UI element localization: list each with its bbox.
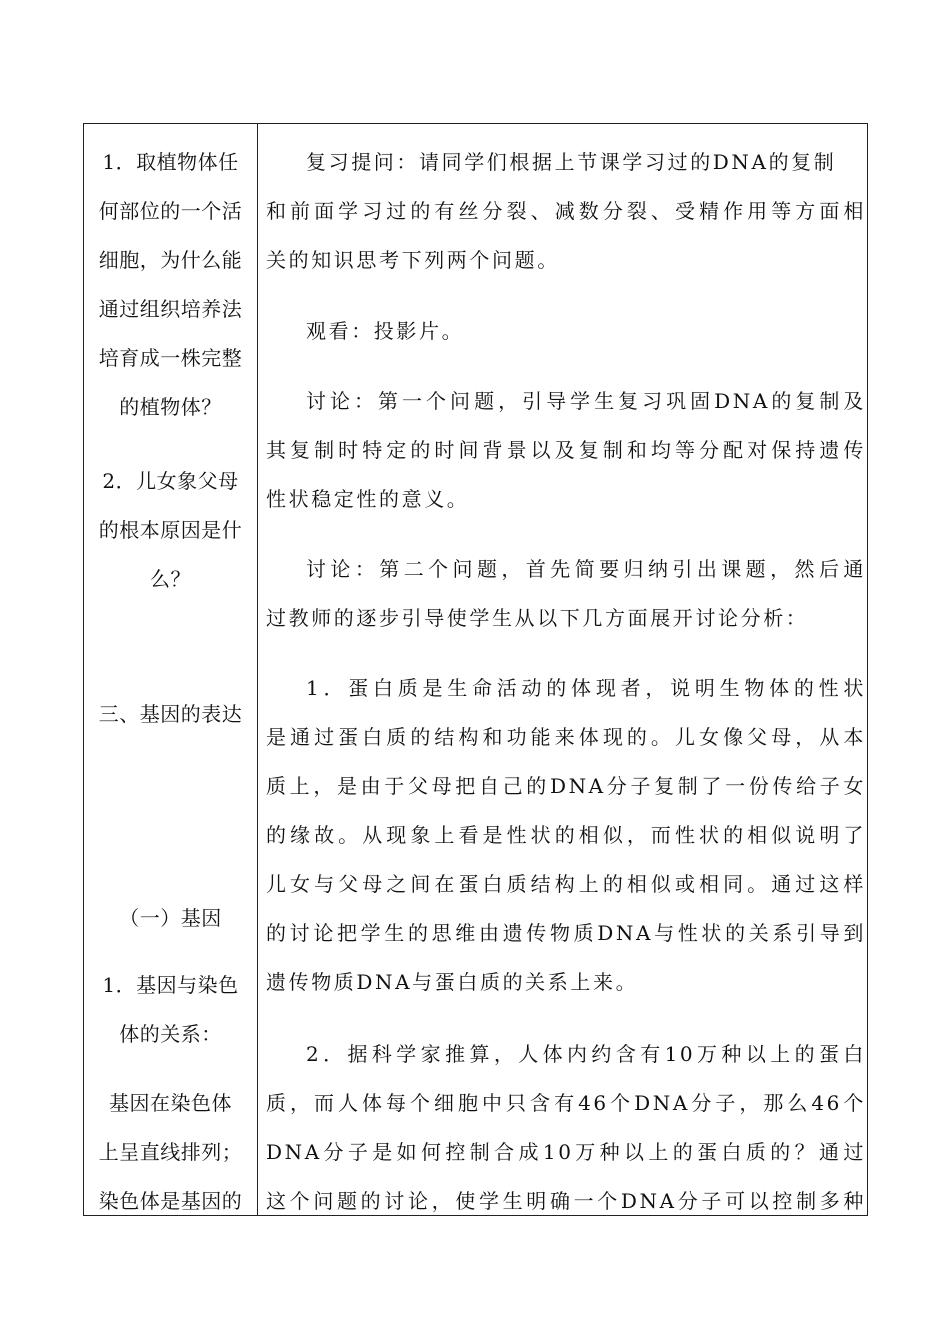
- section-title: 三、基因的表达: [98, 702, 243, 726]
- q1-line: 1．取植物体任: [102, 150, 239, 174]
- watch-line: 观看：投影片。: [306, 319, 465, 343]
- q1-line: 通过组织培养法: [98, 297, 243, 321]
- review-line: 和前面学习过的有丝分裂、减数分裂、受精作用等方面相: [266, 199, 866, 223]
- point1-line: 遗传物质DNA与蛋白质的关系上来。: [266, 970, 639, 994]
- item1-body-line: 上呈直线排列；: [98, 1140, 243, 1164]
- item1-line: 体的关系：: [119, 1022, 222, 1046]
- discuss1-line: 性状稳定性的意义。: [266, 487, 470, 511]
- q1-line: 何部位的一个活: [98, 199, 243, 223]
- point1-line: 是通过蛋白质的结构和功能来体现的。儿女像父母，从本: [266, 725, 866, 749]
- discuss2-line: 讨论：第二个问题，首先简要归纳引出课题，然后通: [306, 557, 866, 581]
- q2-line: 的根本原因是什: [98, 518, 243, 542]
- discuss1-line: 其复制时特定的时间背景以及复制和均等分配对保持遗传: [266, 438, 866, 462]
- right-column: [258, 124, 868, 1215]
- lesson-table: [83, 123, 868, 1216]
- point1-line: 儿女与父母之间在蛋白质结构上的相似或相同。通过这样: [266, 872, 866, 896]
- left-column: [84, 124, 257, 1215]
- item1-body-line: 基因在染色体: [109, 1091, 232, 1115]
- point2-line: 这个问题的讨论，使学生明确一个DNA分子可以控制多种: [266, 1189, 866, 1213]
- q1-line: 的植物体？: [119, 395, 222, 419]
- point1-line: 质上，是由于父母把自己的DNA分子复制了一份传给子女: [266, 774, 866, 798]
- item1-body-line: 染色体是基因的: [98, 1189, 243, 1213]
- discuss2-line: 过教师的逐步引导使学生从以下几方面展开讨论分析：: [266, 606, 809, 630]
- review-line: 关的知识思考下列两个问题。: [266, 248, 560, 272]
- point2-line: 2．据科学家推算，人体内约含有10万种以上的蛋白: [306, 1042, 866, 1066]
- point2-line: 质，而人体每个细胞中只含有46个DNA分子，那么46个: [266, 1091, 866, 1115]
- discuss1-line: 讨论：第一个问题，引导学生复习巩固DNA的复制及: [306, 389, 866, 413]
- q2-line: 2．儿女象父母: [102, 469, 239, 493]
- point2-line: DNA分子是如何控制合成10万种以上的蛋白质的？通过: [266, 1140, 866, 1164]
- item1-line: 1．基因与染色: [102, 973, 239, 997]
- q2-line: 么？: [150, 567, 191, 591]
- point1-line: 1．蛋白质是生命活动的体现者，说明生物体的性状: [306, 676, 866, 700]
- review-line: 复习提问：请同学们根据上节课学习过的DNA的复制: [306, 150, 837, 174]
- point1-line: 的缘故。从现象上看是性状的相似，而性状的相似说明了: [266, 823, 866, 847]
- q1-line: 培育成一株完整: [98, 346, 243, 370]
- subsection-title: （一）基因: [119, 906, 222, 930]
- point1-line: 的讨论把学生的思维由遗传物质DNA与性状的关系引导到: [266, 921, 866, 945]
- q1-line: 细胞，为什么能: [98, 248, 243, 272]
